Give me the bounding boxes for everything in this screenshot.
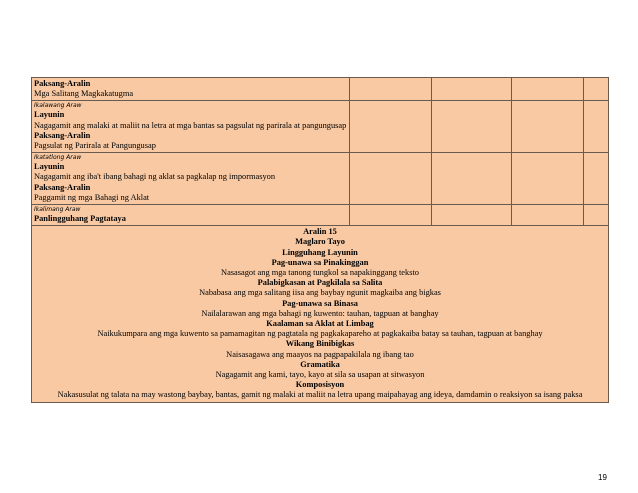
empty-cell (512, 153, 584, 205)
lesson-subtitle: Maglaro Tayo (295, 237, 345, 247)
empty-cell (512, 78, 584, 101)
lesson-row (32, 101, 609, 153)
goal-heading: Pag-unawa sa Binasa (282, 298, 358, 308)
empty-cell (432, 101, 512, 153)
section-text: Mga Salitang Magkakatugma (34, 89, 134, 99)
section-heading: Paksang-Aralin (34, 79, 91, 88)
section-text: Nagagamit ang malaki at maliit na letra at mga bantas sa pagsulat ng parirala at pangungusap (34, 120, 347, 130)
lesson-title: Aralin 15 (303, 227, 337, 237)
section-text: Nagagamit ang iba't ibang bahagi ng aklat sa pagkalap ng impormasyon (34, 172, 276, 182)
empty-cell (584, 78, 609, 101)
goal-heading: Kaalaman sa Aklat at Limbag (266, 319, 374, 329)
goal-text: Nasasagot ang mga tanong tungkol sa napakinggang teksto (221, 268, 419, 278)
day-label: Ikalawang Araw (34, 102, 82, 110)
goal-text: Nababasa ang mga salitang iisa ang baybay ngunit magkaiba ang bigkas (199, 288, 441, 298)
lesson-plan-table (31, 77, 609, 403)
goal-heading: Palabigkasan at Pagkilala sa Salita (257, 278, 383, 288)
empty-cell (350, 78, 432, 101)
empty-cell (432, 205, 512, 226)
empty-cell (350, 205, 432, 226)
goal-text: Nailalarawan ang mga bahagi ng kuwento: tauhan, tagpuan at banghay (201, 308, 439, 318)
empty-cell (432, 78, 512, 101)
lesson-content-cell (32, 205, 350, 226)
goal-text: Naisasagawa ang maayos na pagpapakilala ng ibang tao (226, 349, 414, 359)
goal-heading: Gramatika (300, 359, 340, 369)
goal-text: Nagagamit ang kami, tayo, kayo at sila sa usapan at sitwasyon (215, 370, 425, 380)
empty-cell (584, 101, 609, 153)
goal-text: Naikukumpara ang mga kuwento sa pamamagitan ng pagtatala ng pagkakapareho at pagkakaiba batay sa tauhan, tagpuan at banghay (97, 329, 543, 339)
lesson-summary-row (32, 226, 609, 402)
empty-cell (350, 153, 432, 205)
section-heading: Paksang-Aralin (34, 182, 91, 192)
empty-cell (512, 205, 584, 226)
lesson-row (32, 205, 609, 226)
day-label: Ikalimang Araw (34, 206, 81, 214)
empty-cell (350, 101, 432, 153)
empty-cell (584, 205, 609, 226)
goal-heading: Pag-unawa sa Pinakinggan (271, 257, 369, 267)
lesson-summary-cell (32, 226, 609, 402)
lesson-content-cell (32, 153, 350, 205)
page-number: 19 (598, 473, 607, 482)
lesson-row (32, 153, 609, 205)
day-label: Ikatatlong Araw (34, 154, 82, 162)
goal-heading: Komposisyon (295, 380, 345, 390)
goal-heading: Wikang Binibigkas (285, 339, 355, 349)
empty-cell (512, 101, 584, 153)
section-text: Paggamit ng mga Bahagi ng Aklat (34, 192, 150, 202)
lesson-content-cell (32, 78, 350, 101)
lesson-content-cell (32, 101, 350, 153)
section-heading: Layunin (34, 110, 65, 120)
empty-cell (584, 153, 609, 205)
section-heading: Layunin (34, 162, 65, 172)
section-heading: Paksang-Aralin (34, 130, 91, 140)
section-text: Pagsulat ng Parirala at Pangungusap (34, 141, 156, 151)
weekly-goal-heading: Lingguhang Layunin (282, 247, 358, 257)
empty-cell (432, 153, 512, 205)
goal-text: Nakasusulat ng talata na may wastong baybay, bantas, gamit ng malaki at maliit na letra upang maipahayag ang ideya, damdamin o reaksiyon sa isang paksa (57, 390, 583, 400)
section-heading: Panlingguhang Pagtataya (34, 214, 126, 224)
lesson-row (32, 78, 609, 101)
